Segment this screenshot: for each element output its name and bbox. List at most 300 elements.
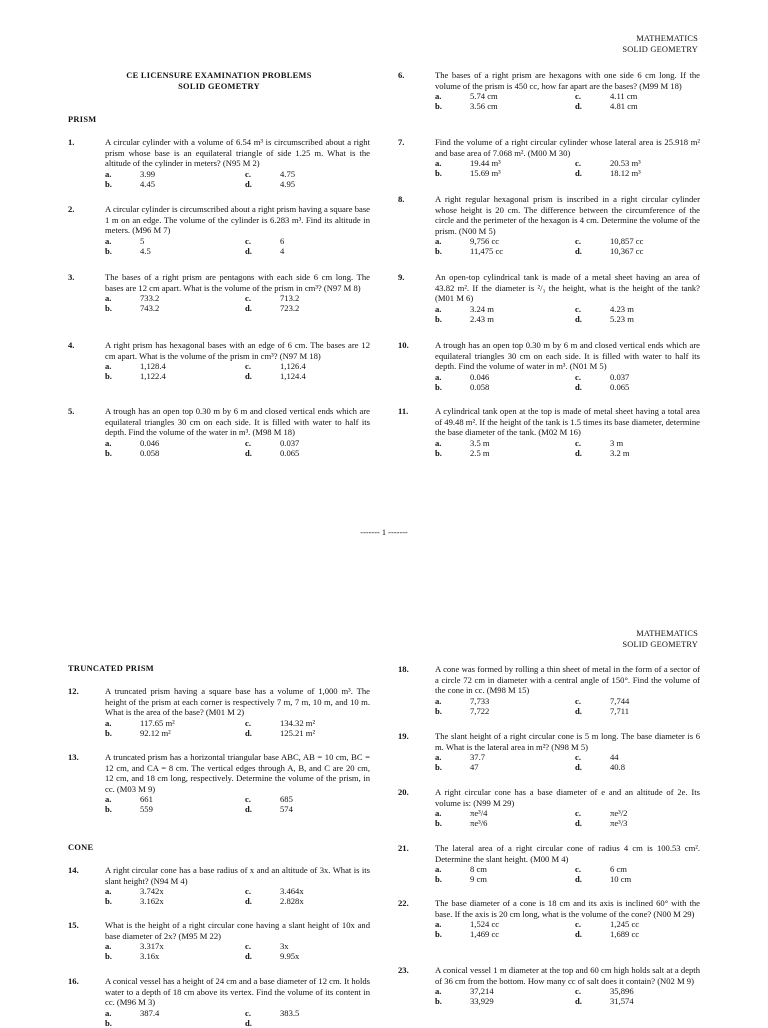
choice-label: c. <box>245 886 251 897</box>
choice-row <box>435 929 700 939</box>
choice-row <box>105 438 370 448</box>
problem-text: A circular cylinder with a volume of 6.54 m³ is circumscribed about a right prism whose base is an equilateral triangle of side 1.25 m. What is the altitude of the cylinder in meters? (N95 M 2) <box>105 137 370 169</box>
choice-label: d. <box>575 874 582 885</box>
choice-value: 20.53 m³ <box>610 158 641 169</box>
choice-row <box>435 246 700 256</box>
choice-label: c. <box>245 437 251 448</box>
choice-value: 10,857 cc <box>610 236 644 247</box>
problem-text: A right prism has hexagonal bases with an edge of 6 cm. The bases are 12 cm apart. What is the volume of the prism in cm³? (N97 M 18) <box>105 340 370 361</box>
choice-label: c. <box>245 361 251 372</box>
answer-choices <box>105 438 370 458</box>
choice-label: b. <box>105 1017 112 1028</box>
problem-number: 10. <box>398 340 409 350</box>
problem-number: 15. <box>68 920 79 930</box>
choice-value: 3.464x <box>280 886 304 897</box>
choice-row <box>435 448 700 458</box>
problem-number: 16. <box>68 976 79 986</box>
choice-label: a. <box>105 168 112 179</box>
problem <box>68 976 370 1028</box>
problem <box>398 731 700 772</box>
problem-number: 18. <box>398 664 409 674</box>
choice-row <box>435 101 700 111</box>
problem <box>68 865 370 906</box>
choice-value: 3.5 m <box>470 437 490 448</box>
problem-number: 9. <box>398 272 405 282</box>
choice-label: c. <box>575 808 581 819</box>
answer-choices <box>435 919 700 939</box>
problem-text: A right circular cone has a base diameter of e and an altitude of 2e. Its volume is: (N99 M 29) <box>435 787 700 808</box>
problem-text: Find the volume of a right circular cylinder whose lateral area is 25.918 m² and base area of 7.068 m². (M00 M 30) <box>435 137 700 158</box>
problem-number: 3. <box>68 272 75 282</box>
choice-value: 0.046 <box>140 437 160 448</box>
problem-text: A right regular hexagonal prism is inscribed in a right circular cylinder whose height is 20 cm. The difference between the circumference of the circle and the perimeter of the hexagon is 4 cm. Determine the volume of the prism. (N00 M 5) <box>435 194 700 236</box>
problem-number: 21. <box>398 843 409 853</box>
answer-choices <box>435 752 700 772</box>
answer-choices <box>105 794 370 814</box>
choice-value: 35,896 <box>610 986 634 997</box>
choice-value: 8 cm <box>470 864 487 875</box>
choice-row <box>105 951 370 961</box>
choice-label: d. <box>575 101 582 112</box>
choice-value: 117.65 m² <box>140 717 175 728</box>
choice-row <box>435 696 700 706</box>
choice-label: c. <box>575 437 581 448</box>
choice-value: 1,126.4 <box>280 361 306 372</box>
choice-value: 9,756 cc <box>470 236 500 247</box>
answer-choices <box>105 361 370 381</box>
choice-value: 10 cm <box>610 874 632 885</box>
answer-choices <box>435 158 700 178</box>
choice-label: c. <box>575 371 581 382</box>
choice-value: πe³/6 <box>470 818 488 829</box>
choice-value: 5.23 m <box>610 313 634 324</box>
choice-value: 1,245 cc <box>610 919 640 930</box>
problem-text: A conical vessel has a height of 24 cm and a base diameter of 12 cm. It holds water to a depth of 18 cm above its vertex. Find the volume of its content in cc. (M96 M 3) <box>105 976 370 1008</box>
choice-label: a. <box>435 437 442 448</box>
problem-text: The bases of a right prism are hexagons with one side 6 cm long. If the volume of the prism is 450 cc, how far apart are the bases? (M99 M 18) <box>435 70 700 91</box>
choice-label: b. <box>105 727 112 738</box>
choice-row <box>435 919 700 929</box>
header-topic: SOLID GEOMETRY <box>622 639 698 649</box>
choice-row <box>105 896 370 906</box>
choice-label: d. <box>575 929 582 940</box>
problem-text: A trough has an open top 0.30 m by 6 m and closed vertical ends which are equilateral triangles 30 cm on each side. It is filled with water to half its depth. Find the volume of the water in m³. (M98 M 18) <box>105 406 370 438</box>
choice-label: b. <box>435 447 442 458</box>
problem-number: 5. <box>68 406 75 416</box>
choice-row <box>435 372 700 382</box>
choice-label: a. <box>435 808 442 819</box>
choice-value: 125.21 m² <box>280 727 316 738</box>
header-topic: SOLID GEOMETRY <box>622 44 698 54</box>
choice-row <box>105 303 370 313</box>
choice-label: d. <box>245 178 252 189</box>
choice-label: c. <box>575 236 581 247</box>
answer-choices <box>435 986 700 1006</box>
choice-label: a. <box>435 236 442 247</box>
problem-number: 12. <box>68 686 79 696</box>
choice-label: b. <box>435 818 442 829</box>
problem-text: A truncated prism having a square base has a volume of 1,000 m³. The height of the prism at each corner is respectively 7 m, 7 m, 10 m, and 10 m. What is the area of the base? (M01 M 2) <box>105 686 370 718</box>
title-line-1: CE LICENSURE EXAMINATION PROBLEMS <box>126 71 312 80</box>
choice-label: c. <box>575 864 581 875</box>
problem-text: The lateral area of a right circular cone of radius 4 cm is 100.53 cm². Determine the slant height. (M00 M 4) <box>435 843 700 864</box>
problem-number: 6. <box>398 70 405 80</box>
choice-value <box>280 1018 370 1028</box>
choice-value: 743.2 <box>140 303 160 314</box>
choice-value <box>140 1018 245 1028</box>
choice-value: 92.12 m² <box>140 727 171 738</box>
choice-label: d. <box>575 996 582 1007</box>
choice-label: b. <box>435 313 442 324</box>
answer-choices <box>435 864 700 884</box>
choice-value: 4.5 <box>140 245 151 256</box>
problem <box>398 272 700 324</box>
choice-row <box>435 314 700 324</box>
problem <box>68 920 370 961</box>
choice-label: b. <box>435 168 442 179</box>
choice-label: d. <box>245 804 252 815</box>
choice-row <box>435 304 700 314</box>
page-header <box>622 629 698 650</box>
choice-label: a. <box>435 919 442 930</box>
choice-label: d. <box>245 951 252 962</box>
choice-label: d. <box>575 313 582 324</box>
problem <box>398 787 700 828</box>
choice-label: d. <box>245 727 252 738</box>
choice-row <box>105 371 370 381</box>
choice-label: d. <box>245 1017 252 1028</box>
choice-label: c. <box>575 91 581 102</box>
problem <box>398 843 700 884</box>
choice-row <box>435 91 700 101</box>
choice-label: c. <box>575 919 581 930</box>
choice-label: b. <box>435 705 442 716</box>
choice-value: 7,733 <box>470 695 490 706</box>
problem <box>68 272 370 313</box>
problem-text: A right circular cone has a base radius of x and an altitude of 3x. What is its slant height? (N94 M 4) <box>105 865 370 886</box>
choice-value: 4.45 <box>140 178 156 189</box>
choice-value: 3.162x <box>140 896 164 907</box>
problem-text: What is the height of a right circular cone having a slant height of 10x and base diameter of 2x? (M95 M 22) <box>105 920 370 941</box>
problem-number: 22. <box>398 898 409 908</box>
answer-choices <box>435 236 700 256</box>
choice-value: 4 <box>280 245 285 256</box>
choice-label: a. <box>435 371 442 382</box>
choice-label: a. <box>105 941 112 952</box>
choice-value: 387.4 <box>140 1007 160 1018</box>
problem-text: A truncated prism has a horizontal triangular base ABC, AB = 10 cm, BC = 12 cm, and CA = 8 cm. The vertical edges through A, B, and C are 20 cm, 12 cm, and 18 cm long, respectively. Determine the volume of the prism, in cc. (M03 M 9) <box>105 752 370 794</box>
choice-label: a. <box>435 303 442 314</box>
section-heading-prism: PRISM <box>68 115 97 124</box>
page-header <box>622 34 698 55</box>
page-2 <box>0 600 768 1028</box>
choice-row <box>435 808 700 818</box>
choice-row <box>105 361 370 371</box>
answer-choices <box>435 696 700 716</box>
choice-row <box>105 886 370 896</box>
choice-value: 9.95x <box>280 951 300 962</box>
choice-value: 1,524 cc <box>470 919 500 930</box>
choice-value: 4.81 cm <box>610 101 638 112</box>
choice-value: 574 <box>280 804 293 815</box>
choice-row <box>105 804 370 814</box>
choice-value: 40.8 <box>610 762 626 773</box>
choice-label: b. <box>105 951 112 962</box>
choice-row <box>105 246 370 256</box>
problem <box>398 137 700 178</box>
problem-text: An open-top cylindrical tank is made of a metal sheet having an area of 43.82 m². If the diameter is ²/₃ the height, what is the height of the tank? (M01 M 6) <box>435 272 700 304</box>
choice-label: a. <box>435 864 442 875</box>
choice-value: 0.046 <box>470 371 490 382</box>
choice-value: πe³/3 <box>610 818 628 829</box>
choice-row <box>435 762 700 772</box>
choice-label: b. <box>435 874 442 885</box>
choice-row <box>435 168 700 178</box>
problem <box>68 752 370 814</box>
answer-choices <box>435 91 700 111</box>
choice-row <box>105 179 370 189</box>
answer-choices <box>105 169 370 189</box>
choice-row <box>435 752 700 762</box>
answer-choices <box>105 1008 370 1028</box>
header-subject: MATHEMATICS <box>636 34 698 43</box>
choice-row <box>435 864 700 874</box>
choice-value: 6 <box>280 235 285 246</box>
choice-label: b. <box>435 762 442 773</box>
choice-value: 4.11 cm <box>610 91 638 102</box>
problem-number: 7. <box>398 137 405 147</box>
choice-label: c. <box>575 303 581 314</box>
choice-label: a. <box>435 752 442 763</box>
choice-value: 5 <box>140 235 145 246</box>
choice-value: 11,475 cc <box>470 246 504 257</box>
document-title <box>70 70 368 92</box>
answer-choices <box>435 304 700 324</box>
choice-row <box>105 236 370 246</box>
choice-value: 3.2 m <box>610 447 630 458</box>
choice-row <box>105 794 370 804</box>
choice-label: c. <box>245 794 251 805</box>
choice-label: a. <box>105 235 112 246</box>
choice-label: a. <box>435 91 442 102</box>
choice-label: b. <box>435 381 442 392</box>
section-heading-truncated-prism: TRUNCATED PRISM <box>68 664 155 673</box>
choice-value: 0.037 <box>610 371 630 382</box>
problem <box>68 406 370 458</box>
choice-value: 1,689 cc <box>610 929 640 940</box>
choice-value: πe³/2 <box>610 808 628 819</box>
choice-value: 0.037 <box>280 437 300 448</box>
problem-number: 2. <box>68 204 75 214</box>
problem-number: 4. <box>68 340 75 350</box>
choice-value: 4.95 <box>280 178 296 189</box>
choice-row <box>435 158 700 168</box>
choice-value: 2.828x <box>280 896 304 907</box>
choice-label: c. <box>575 158 581 169</box>
choice-label: b. <box>105 804 112 815</box>
problem-number: 1. <box>68 137 75 147</box>
choice-value: 4.23 m <box>610 303 634 314</box>
choice-label: b. <box>105 178 112 189</box>
answer-choices <box>435 438 700 458</box>
choice-label: b. <box>435 996 442 1007</box>
choice-value: 10,367 cc <box>610 246 644 257</box>
choice-row <box>105 448 370 458</box>
problem <box>68 340 370 381</box>
choice-row <box>435 438 700 448</box>
choice-label: b. <box>435 246 442 257</box>
choice-label: c. <box>245 235 251 246</box>
answer-choices <box>105 293 370 313</box>
choice-label: d. <box>575 818 582 829</box>
problem <box>398 406 700 458</box>
problem-number: 8. <box>398 194 405 204</box>
problem <box>398 340 700 392</box>
choice-row <box>435 986 700 996</box>
choice-value: 3.16x <box>140 951 160 962</box>
choice-value: 3.742x <box>140 886 164 897</box>
choice-label: b. <box>105 245 112 256</box>
answer-choices <box>105 941 370 961</box>
choice-value: 1,469 cc <box>470 929 500 940</box>
problem-text: The base diameter of a cone is 18 cm and its axis is inclined 60° with the base. If the axis is 20 cm long, what is the volume of the cone? (N00 M 29) <box>435 898 700 919</box>
choice-value: 0.065 <box>280 447 300 458</box>
choice-label: d. <box>575 168 582 179</box>
choice-value: 1,122.4 <box>140 371 166 382</box>
choice-label: c. <box>245 941 251 952</box>
choice-value: 559 <box>140 804 153 815</box>
choice-value: 0.058 <box>470 381 490 392</box>
problem <box>68 204 370 256</box>
choice-label: a. <box>435 986 442 997</box>
choice-label: a. <box>105 717 112 728</box>
choice-row <box>435 818 700 828</box>
choice-value: 0.065 <box>610 381 630 392</box>
choice-value: 7,722 <box>470 705 490 716</box>
choice-label: c. <box>245 717 251 728</box>
section-heading-cone: CONE <box>68 843 94 852</box>
choice-value: 47 <box>470 762 479 773</box>
choice-label: a. <box>105 1007 112 1018</box>
choice-value: 3x <box>280 941 289 952</box>
choice-value: 2.43 m <box>470 313 494 324</box>
choice-label: b. <box>105 896 112 907</box>
choice-label: b. <box>105 303 112 314</box>
choice-label: d. <box>575 381 582 392</box>
choice-label: d. <box>575 246 582 257</box>
choice-value: 44 <box>610 752 619 763</box>
choice-value: 7,711 <box>610 705 630 716</box>
problem-number: 19. <box>398 731 409 741</box>
problem-number: 20. <box>398 787 409 797</box>
choice-label: a. <box>435 695 442 706</box>
problem-number: 23. <box>398 965 409 975</box>
choice-label: b. <box>105 371 112 382</box>
choice-value: 3.317x <box>140 941 164 952</box>
choice-label: d. <box>575 447 582 458</box>
choice-label: a. <box>105 437 112 448</box>
problem-text: A trough has an open top 0.30 m by 6 m and closed vertical ends which are equilateral triangles 30 cm on each side. It is filled with water to half its depth. Find the volume of water in m³. (N01 M 5) <box>435 340 700 372</box>
choice-value: 2.5 m <box>470 447 490 458</box>
problem <box>398 194 700 256</box>
problem-text: A circular cylinder is circumscribed about a right prism having a square base 1 m on an edge. The volume of the cylinder is 6.283 m³. Find its altitude in meters. (M96 M 7) <box>105 204 370 236</box>
choice-value: 37.7 <box>470 752 486 763</box>
choice-label: c. <box>575 986 581 997</box>
choice-value: 713.2 <box>280 293 300 304</box>
choice-label: a. <box>105 293 112 304</box>
choice-label: d. <box>245 447 252 458</box>
choice-value: 3.24 m <box>470 303 494 314</box>
choice-value: 685 <box>280 794 293 805</box>
choice-value: 1,128.4 <box>140 361 166 372</box>
choice-value: 7,744 <box>610 695 630 706</box>
choice-row <box>105 1018 370 1028</box>
choice-value: 9 cm <box>470 874 487 885</box>
answer-choices <box>105 718 370 738</box>
problem <box>68 137 370 189</box>
choice-label: a. <box>435 158 442 169</box>
choice-label: d. <box>245 896 252 907</box>
choice-value: 134.32 m² <box>280 717 316 728</box>
choice-label: a. <box>105 886 112 897</box>
choice-label: d. <box>575 762 582 773</box>
problem-number: 13. <box>68 752 79 762</box>
choice-label: c. <box>575 752 581 763</box>
choice-label: a. <box>105 361 112 372</box>
choice-row <box>105 169 370 179</box>
choice-label: c. <box>575 695 581 706</box>
choice-value: 3.56 cm <box>470 101 498 112</box>
choice-value: 383.5 <box>280 1007 300 1018</box>
choice-value: 6 cm <box>610 864 627 875</box>
choice-value: 18.12 m³ <box>610 168 641 179</box>
problem-text: A cone was formed by rolling a thin sheet of metal in the form of a sector of a circle 72 cm in diameter with a central angle of 150°. Find the volume of the cone in cc. (M98 M 15) <box>435 664 700 696</box>
choice-row <box>435 706 700 716</box>
choice-value: 3.99 <box>140 168 156 179</box>
choice-row <box>105 718 370 728</box>
problem-text: A conical vessel 1 m diameter at the top and 60 cm high holds salt at a depth of 36 cm from the bottom. How many cc of salt does it contain? (N02 M 9) <box>435 965 700 986</box>
choice-label: d. <box>245 303 252 314</box>
choice-value: 723.2 <box>280 303 300 314</box>
choice-value: 31,574 <box>610 996 634 1007</box>
problem-text: The bases of a right prism are pentagons with each side 6 cm long. The bases are 12 cm apart. What is the volume of the prism in cm³? (N97 M 8) <box>105 272 370 293</box>
choice-label: b. <box>105 447 112 458</box>
choice-label: b. <box>435 101 442 112</box>
choice-value: 1,124.4 <box>280 371 306 382</box>
problem-text: The slant height of a right circular cone is 5 m long. The base diameter is 6 m. What is the lateral area in m²? (N98 M 5) <box>435 731 700 752</box>
choice-row <box>435 236 700 246</box>
choice-value: 3 m <box>610 437 624 448</box>
choice-value: 5.74 cm <box>470 91 498 102</box>
problem <box>398 664 700 716</box>
choice-row <box>105 941 370 951</box>
choice-row <box>105 293 370 303</box>
problem-number: 14. <box>68 865 79 875</box>
choice-row <box>105 1008 370 1018</box>
choice-value: 33,929 <box>470 996 494 1007</box>
choice-value: 4.75 <box>280 168 296 179</box>
choice-row <box>435 996 700 1006</box>
choice-value: 733.2 <box>140 293 160 304</box>
choice-label: c. <box>245 1007 251 1018</box>
problem <box>398 898 700 939</box>
problem-text: A cylindrical tank open at the top is made of metal sheet having a total area of 49.48 m². If the height of the tank is 1.5 times its base diameter, determine the base diameter of the tank. (M02 M 16) <box>435 406 700 438</box>
choice-label: c. <box>245 293 251 304</box>
choice-value: 19.44 m³ <box>470 158 501 169</box>
answer-choices <box>435 808 700 828</box>
choice-value: 15.69 m³ <box>470 168 501 179</box>
answer-choices <box>435 372 700 392</box>
